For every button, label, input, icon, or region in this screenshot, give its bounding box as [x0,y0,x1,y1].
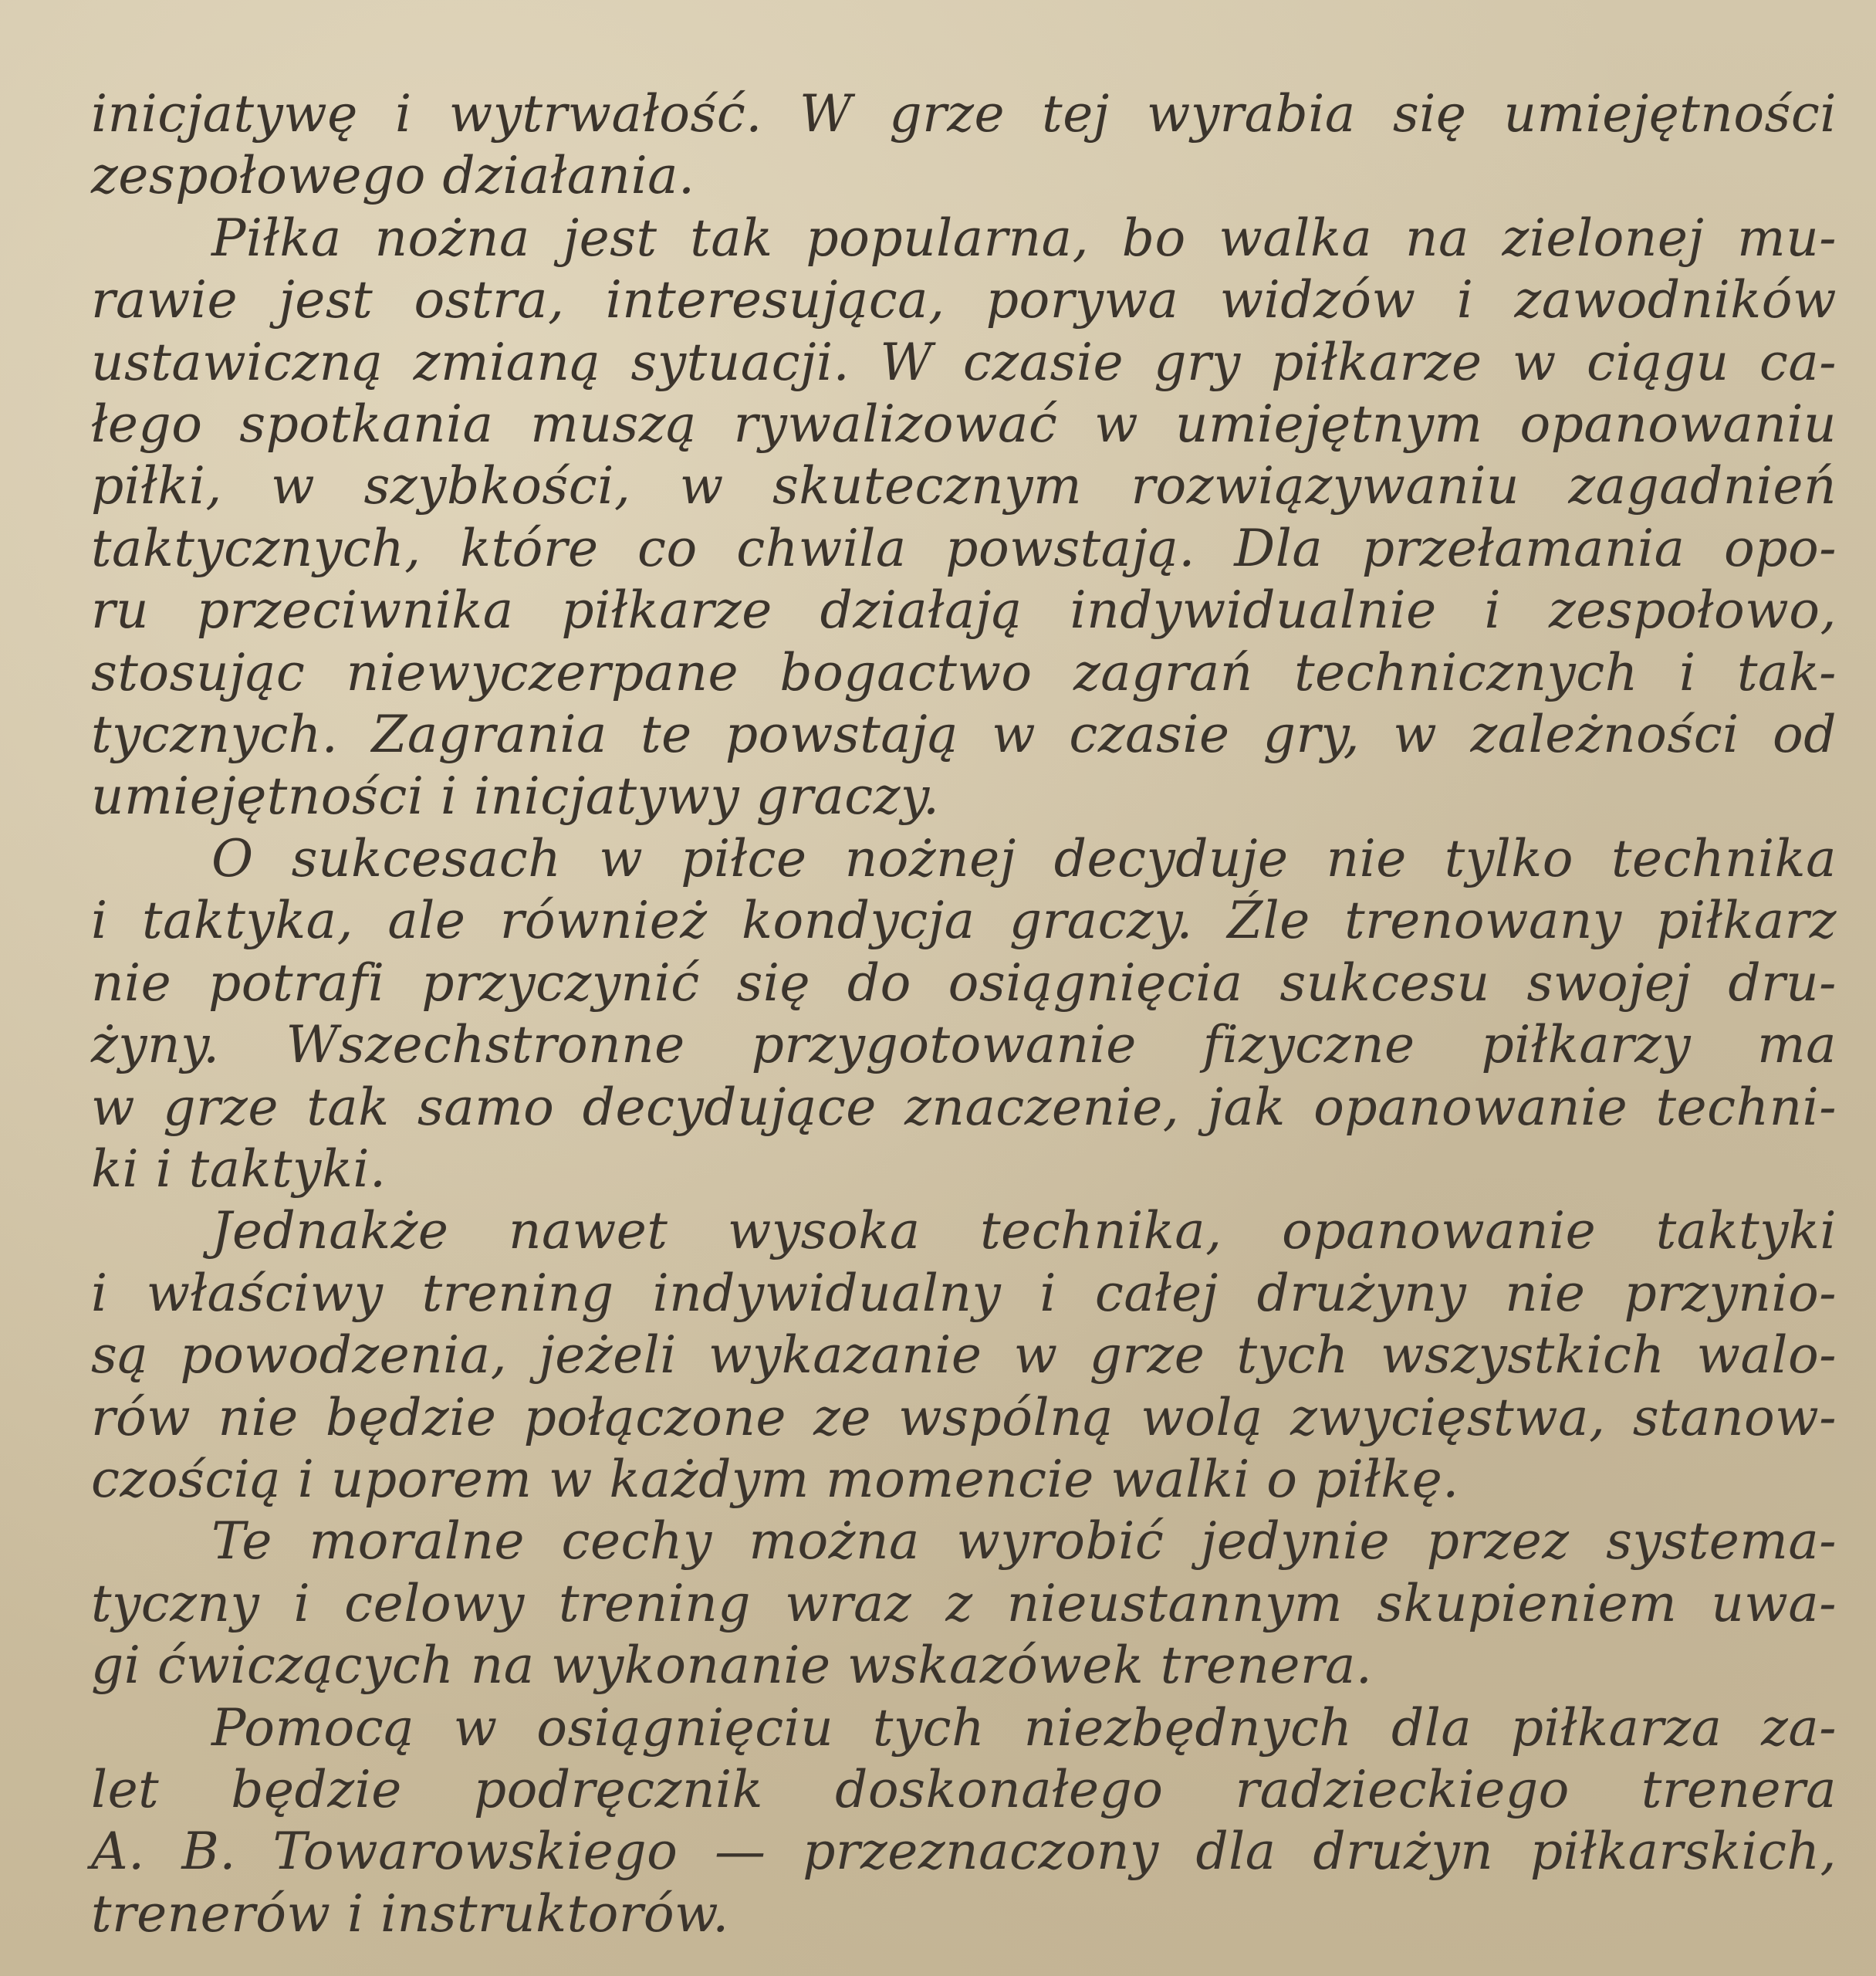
text-line: trenerów i instruktorów. [91,1883,729,1944]
text-line: taktycznych, które co chwila powstają. Dla przełamania opo- [91,518,1837,578]
text-line: inicjatywę i wytrwałość. W grze tej wyrabia się umiejętności [91,84,1837,144]
text-line: A. B. Towarowskiego — przeznaczony dla drużyn piłkarskich, [91,1822,1837,1882]
text-line: i taktyka, ale również kondycja graczy. Źle trenowany piłkarz [91,891,1837,951]
text-line: umiejętności i inicjatywy graczy. [91,766,940,827]
text-line: ru przeciwnika piłkarze działają indywidualnie i zespołowo, [91,580,1837,641]
text-line: ustawiczną zmianą sytuacji. W czasie gry piłkarze w ciągu ca- [91,332,1837,392]
text-line: Jednakże nawet wysoka technika, opanowanie taktyki [211,1201,1837,1261]
text-line: Te moralne cechy można wyrobić jedynie przez systema- [211,1511,1837,1572]
text-line: rawie jest ostra, interesująca, porywa widzów i zawodników [91,270,1837,330]
text-line: stosując niewyczerpane bogactwo zagrań technicznych i tak- [91,642,1837,702]
text-line: i właściwy trening indywidualny i całej drużyny nie przynio- [91,1263,1837,1323]
text-line: O sukcesach w piłce nożnej decyduje nie tylko technika [211,828,1837,888]
text-line: gi ćwiczących na wykonanie wskazówek trenera. [91,1636,1373,1696]
text-line: nie potrafi przyczynić się do osiągnięcia sukcesu swojej dru- [91,952,1837,1013]
text-line: są powodzenia, jeżeli wykazanie w grze tych wszystkich walo- [91,1325,1837,1386]
body-text [91,83,1837,1945]
text-line: w grze tak samo decydujące znaczenie, jak opanowanie techni- [91,1077,1837,1137]
text-line: łego spotkania muszą rywalizować w umiejętnym opanowaniu [91,394,1837,455]
text-line: czością i uporem w każdym momencie walki o piłkę. [91,1449,1459,1509]
text-line: piłki, w szybkości, w skutecznym rozwiązywaniu zagadnień [91,456,1837,516]
text-line: tyczny i celowy trening wraz z nieustannym skupieniem uwa- [91,1573,1837,1633]
text-line: zespołowego działania. [91,146,695,206]
text-line: ki i taktyki. [91,1139,387,1199]
text-line: let będzie podręcznik doskonałego radzieckiego trenera [91,1759,1837,1819]
text-line: tycznych. Zagrania te powstają w czasie gry, w zależności od [91,705,1837,765]
text-line: Pomocą w osiągnięciu tych niezbędnych dla piłkarza za- [211,1697,1837,1758]
text-line: rów nie będzie połączone ze wspólną wolą zwycięstwa, stanow- [91,1387,1837,1447]
text-line: Piłka nożna jest tak popularna, bo walka na zielonej mu- [211,208,1837,268]
text-line: żyny. Wszechstronne przygotowanie fizyczne piłkarzy ma [91,1015,1837,1075]
